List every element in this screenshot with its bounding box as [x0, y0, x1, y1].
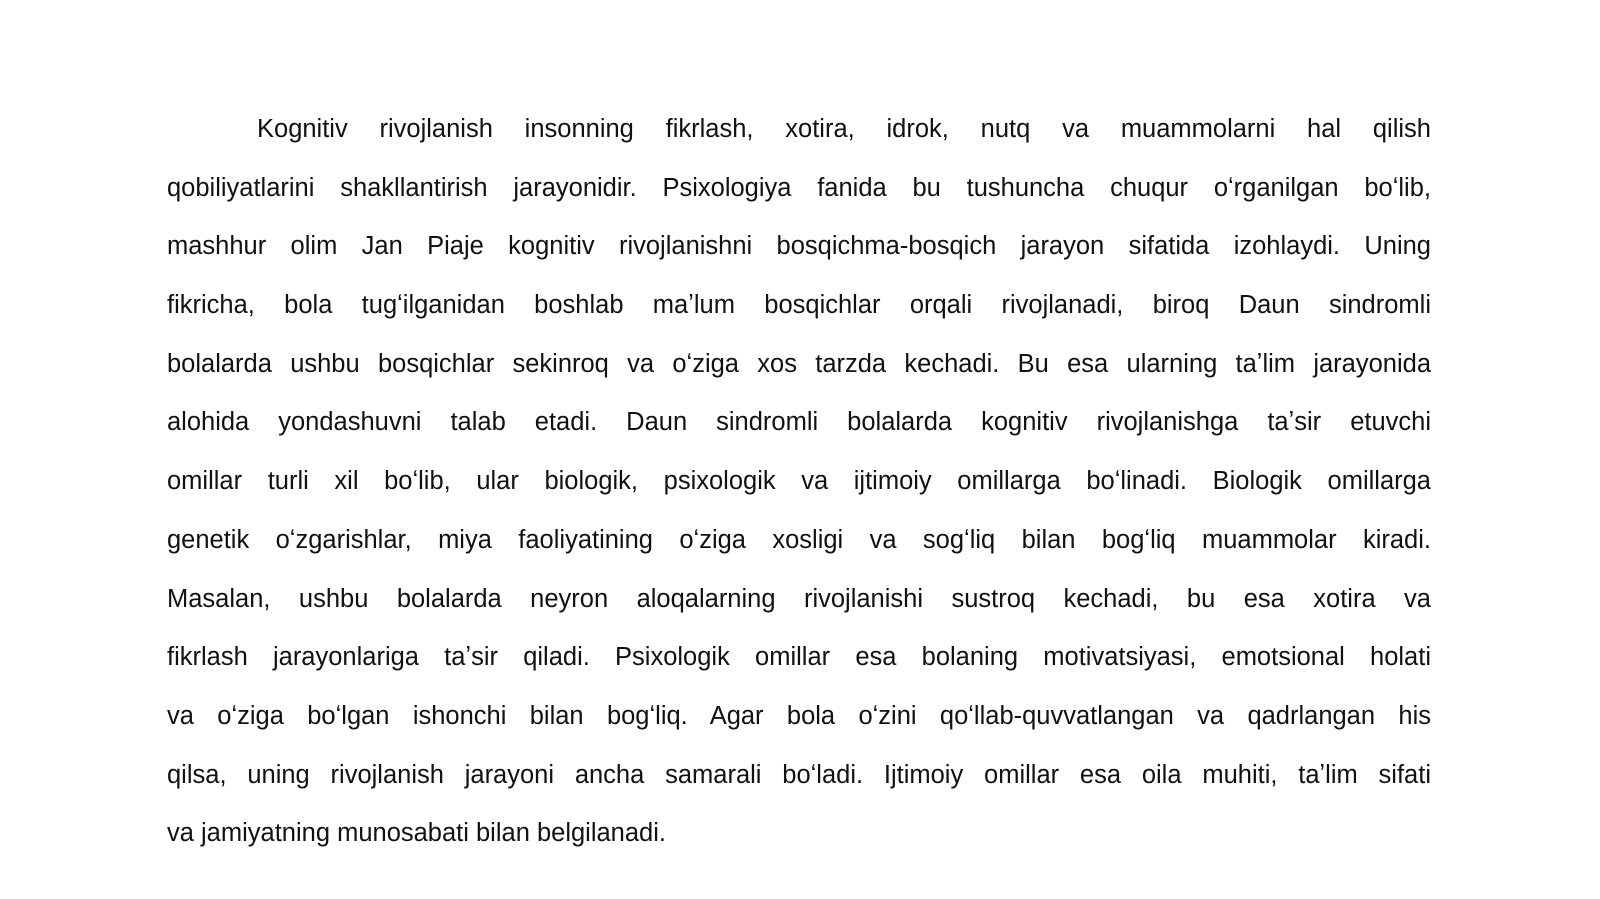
paragraph-line: mashhur olim Jan Piaje kognitiv rivojlanishni bosqichma-bosqich jarayon sifatida izohlaydi. Uning: [167, 232, 1431, 261]
body-paragraph: [167, 100, 1431, 863]
paragraph-line: va jamiyatning munosabati bilan belgilanadi.: [167, 819, 666, 848]
paragraph-line: Kognitiv rivojlanish insonning fikrlash, xotira, idrok, nutq va muammolarni hal qilish: [257, 115, 1431, 143]
paragraph-line: fikricha, bola tugʻilganidan boshlab maʼlum bosqichlar orqali rivojlanadi, biroq Daun sindromli: [167, 291, 1431, 320]
paragraph-line: alohida yondashuvni talab etadi. Daun sindromli bolalarda kognitiv rivojlanishga taʼsir etuvchi: [167, 408, 1431, 437]
paragraph-line: genetik oʻzgarishlar, miya faoliyatining oʻziga xosligi va sogʻliq bilan bogʻliq muammolar kiradi.: [167, 525, 1431, 554]
paragraph-line: omillar turli xil boʻlib, ular biologik, psixologik va ijtimoiy omillarga boʻlinadi. Biologik omillarga: [167, 467, 1431, 496]
paragraph-line: Masalan, ushbu bolalarda neyron aloqalarning rivojlanishi sustroq kechadi, bu esa xotira va: [167, 584, 1431, 613]
paragraph-line: qilsa, uning rivojlanish jarayoni ancha samarali boʻladi. Ijtimoiy omillar esa oila muhiti, taʼlim sifati: [167, 760, 1431, 789]
paragraph-line: bolalarda ushbu bosqichlar sekinroq va oʻziga xos tarzda kechadi. Bu esa ularning taʼlim jarayonida: [167, 349, 1431, 378]
paragraph-line: va oʻziga boʻlgan ishonchi bilan bogʻliq. Agar bola oʻzini qoʻllab-quvvatlangan va qadrlangan his: [167, 701, 1431, 730]
paragraph-line: qobiliyatlarini shakllantirish jarayonidir. Psixologiya fanida bu tushuncha chuqur oʻrganilgan boʻlib,: [167, 173, 1431, 202]
paragraph-line: fikrlash jarayonlariga taʼsir qiladi. Psixologik omillar esa bolaning motivatsiyasi, emotsional holati: [167, 643, 1431, 672]
